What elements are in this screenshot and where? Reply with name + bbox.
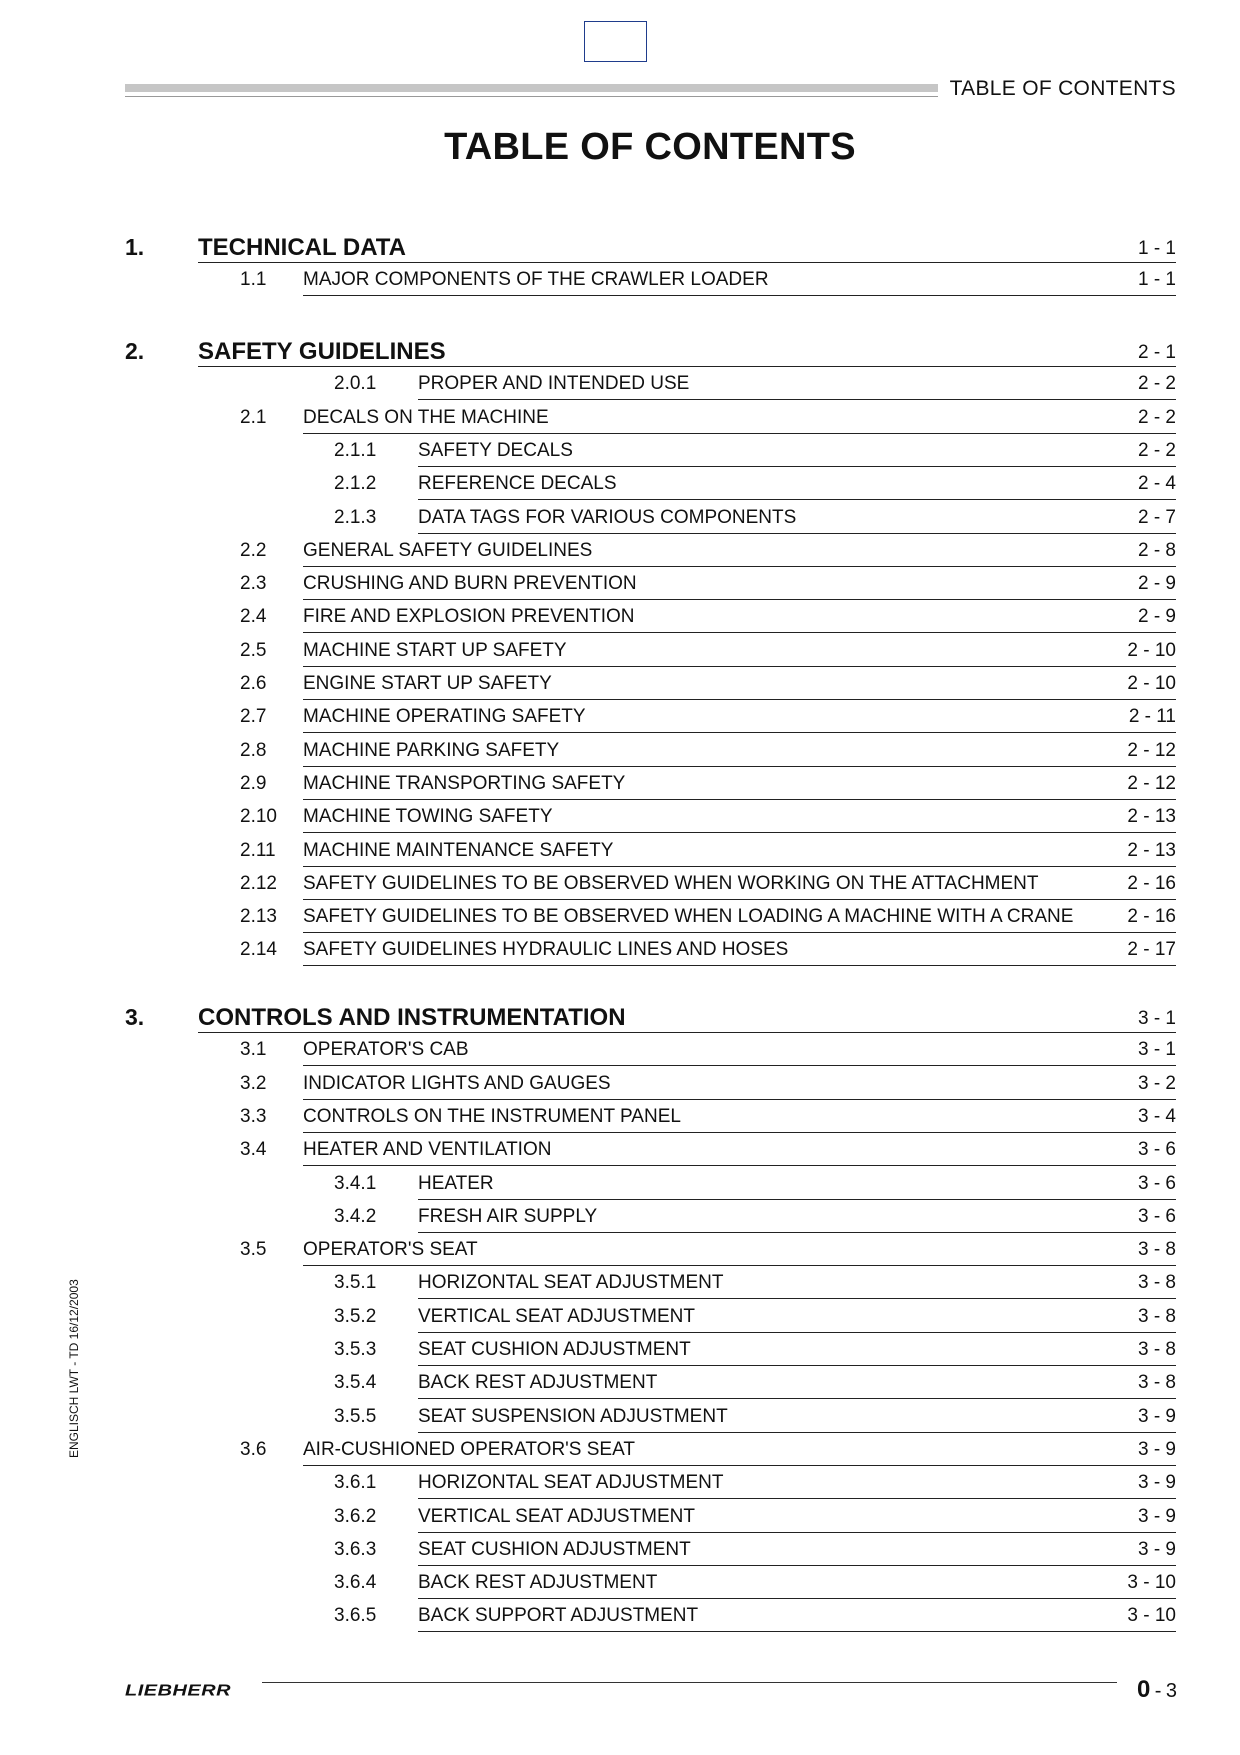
entry-page: 1 - 1 xyxy=(1137,269,1176,291)
entry-number: 3.6.1 xyxy=(334,1472,377,1494)
entry-title: SEAT SUSPENSION ADJUSTMENT xyxy=(418,1405,728,1427)
entry-number: 3.5.3 xyxy=(334,1339,377,1360)
entry-title: GENERAL SAFETY GUIDELINES xyxy=(303,539,593,561)
entry-page: 3 - 9 xyxy=(1137,1538,1176,1560)
footer-rule xyxy=(262,1682,1117,1683)
entry-title: ENGINE START UP SAFETY xyxy=(303,673,552,694)
entry-number: 2.1.1 xyxy=(334,439,377,461)
toc-entry xyxy=(0,1300,1240,1333)
entry-title: SAFETY GUIDELINES TO BE OBSERVED WHEN LOADING A MACHINE WITH A CRANE xyxy=(303,906,1074,928)
entry-title: REFERENCE DECALS xyxy=(418,473,617,495)
entry-number: 2.4 xyxy=(240,606,267,628)
entry-number: 2.11 xyxy=(240,839,276,861)
toc-entry xyxy=(0,933,1240,966)
entry-page: 3 - 9 xyxy=(1137,1438,1176,1460)
entry-title: OPERATOR'S CAB xyxy=(303,1039,469,1061)
entry-number: 2.1 xyxy=(240,406,267,428)
entry-number: 3.6.4 xyxy=(334,1572,377,1594)
entry-number: 3.2 xyxy=(240,1072,267,1094)
entry-page: 2 - 13 xyxy=(1127,806,1176,828)
entry-title: MACHINE PARKING SAFETY xyxy=(303,739,560,761)
entry-title: CONTROLS ON THE INSTRUMENT PANEL xyxy=(303,1105,681,1127)
entry-title: BACK SUPPORT ADJUSTMENT xyxy=(418,1605,699,1627)
entry-title: MACHINE TOWING SAFETY xyxy=(303,806,553,828)
entry-page: 3 - 6 xyxy=(1137,1139,1176,1161)
entry-title: FIRE AND EXPLOSION PREVENTION xyxy=(303,606,635,628)
entry-number: 3.6.5 xyxy=(334,1605,377,1627)
page-index: 3 xyxy=(1165,1680,1177,1702)
entry-number: 3.1 xyxy=(240,1039,267,1061)
toc-entry xyxy=(0,1466,1240,1499)
entry-page: 2 - 2 xyxy=(1137,373,1176,395)
entry-number: 1.1 xyxy=(240,269,267,291)
entry-number: 3. xyxy=(125,1004,145,1030)
entry-number: 2.8 xyxy=(240,739,267,761)
toc-entry xyxy=(0,1266,1240,1299)
entry-page: 2 - 4 xyxy=(1137,473,1176,495)
entry-number: 3.3 xyxy=(240,1105,267,1127)
entry-number: 3.5.4 xyxy=(334,1372,377,1394)
toc-entry xyxy=(0,1033,1240,1066)
entry-page: 2 - 10 xyxy=(1127,673,1176,694)
page-title: TABLE OF CONTENTS xyxy=(444,126,856,168)
entry-title: HEATER xyxy=(418,1172,494,1194)
entry-underline xyxy=(303,965,1176,966)
toc-entry xyxy=(0,467,1240,500)
entry-title: SAFETY GUIDELINES HYDRAULIC LINES AND HOSES xyxy=(303,939,789,961)
entry-underline xyxy=(303,295,1176,296)
entry-number: 2.9 xyxy=(240,772,267,794)
entry-page: 3 - 10 xyxy=(1127,1605,1176,1627)
entry-page: 2 - 17 xyxy=(1127,939,1176,961)
toc-entry xyxy=(0,534,1240,567)
entry-page: 2 - 2 xyxy=(1137,406,1176,428)
toc-entry xyxy=(0,1333,1240,1366)
toc-entry xyxy=(0,767,1240,800)
entry-number: 2.3 xyxy=(240,573,267,595)
entry-title: HORIZONTAL SEAT ADJUSTMENT xyxy=(418,1472,724,1494)
toc-entry xyxy=(0,600,1240,633)
toc-entry xyxy=(0,1167,1240,1200)
entry-page: 2 - 8 xyxy=(1137,539,1176,561)
entry-title: BACK REST ADJUSTMENT xyxy=(418,1372,658,1394)
entry-number: 2.12 xyxy=(240,872,277,894)
entry-title: MACHINE MAINTENANCE SAFETY xyxy=(303,839,614,861)
entry-title: SAFETY DECALS xyxy=(418,439,573,461)
entry-page: 3 - 10 xyxy=(1127,1572,1176,1594)
toc-entry xyxy=(0,501,1240,534)
liebherr-logo xyxy=(125,1680,257,1698)
toc-entry xyxy=(0,401,1240,434)
entry-title: MAJOR COMPONENTS OF THE CRAWLER LOADER xyxy=(303,269,769,291)
toc-entry xyxy=(0,367,1240,400)
entry-title: INDICATOR LIGHTS AND GAUGES xyxy=(303,1072,611,1094)
toc-entry xyxy=(0,1100,1240,1133)
entry-page: 3 - 6 xyxy=(1137,1205,1176,1227)
entry-underline xyxy=(418,1631,1176,1632)
entry-number: 3.6 xyxy=(240,1438,267,1460)
toc-entry xyxy=(0,567,1240,600)
toc-entry xyxy=(0,263,1240,296)
entry-number: 3.4.2 xyxy=(334,1205,377,1227)
entry-number: 2. xyxy=(125,338,145,364)
toc-entry xyxy=(0,1233,1240,1266)
entry-title: TECHNICAL DATA xyxy=(198,234,406,261)
entry-title: PROPER AND INTENDED USE xyxy=(418,373,690,395)
entry-page: 3 - 4 xyxy=(1137,1105,1176,1127)
entry-number: 3.4.1 xyxy=(334,1172,377,1194)
entry-page: 2 - 10 xyxy=(1127,639,1176,661)
entry-title: AIR-CUSHIONED OPERATOR'S SEAT xyxy=(303,1438,635,1460)
page-separator: - xyxy=(1154,1680,1162,1702)
entry-page: 3 - 8 xyxy=(1137,1339,1176,1360)
entry-page: 3 - 6 xyxy=(1137,1172,1176,1194)
toc-entry xyxy=(0,1200,1240,1233)
toc-section-heading xyxy=(0,230,1240,263)
entry-number: 1. xyxy=(125,234,145,260)
entry-title: CRUSHING AND BURN PREVENTION xyxy=(303,573,637,595)
entry-page: 3 - 8 xyxy=(1137,1305,1176,1327)
entry-title: HORIZONTAL SEAT ADJUSTMENT xyxy=(418,1272,724,1294)
toc-section-heading xyxy=(0,1000,1240,1033)
entry-page: 2 - 11 xyxy=(1128,706,1176,728)
entry-page: 3 - 8 xyxy=(1137,1372,1176,1394)
entry-title: VERTICAL SEAT ADJUSTMENT xyxy=(418,1305,695,1327)
toc-entry xyxy=(0,900,1240,933)
entry-number: 2.1.3 xyxy=(334,506,377,528)
toc-entry xyxy=(0,700,1240,733)
svg-text:LIEBHERR: LIEBHERR xyxy=(125,1681,232,1698)
entry-number: 3.6.2 xyxy=(334,1505,377,1527)
toc-entry xyxy=(0,1566,1240,1599)
entry-title: BACK REST ADJUSTMENT xyxy=(418,1572,658,1594)
entry-title: SAFETY GUIDELINES TO BE OBSERVED WHEN WORKING ON THE ATTACHMENT xyxy=(303,872,1039,894)
toc-entry xyxy=(0,667,1240,700)
entry-page: 2 - 1 xyxy=(1137,342,1176,363)
toc-entry xyxy=(0,834,1240,867)
entry-number: 3.4 xyxy=(240,1139,267,1161)
toc-entry xyxy=(0,1133,1240,1166)
entry-page: 3 - 8 xyxy=(1137,1272,1176,1294)
toc-entry xyxy=(0,1599,1240,1632)
entry-title: MACHINE OPERATING SAFETY xyxy=(303,706,586,728)
entry-page: 2 - 9 xyxy=(1137,573,1176,595)
entry-title: SEAT CUSHION ADJUSTMENT xyxy=(418,1339,691,1360)
entry-page: 2 - 16 xyxy=(1127,872,1176,894)
entry-number: 2.7 xyxy=(240,706,267,728)
entry-number: 2.0.1 xyxy=(334,373,377,395)
entry-title: MACHINE START UP SAFETY xyxy=(303,639,567,661)
entry-number: 2.5 xyxy=(240,639,267,661)
page-number xyxy=(1127,1676,1177,1704)
toc-entry xyxy=(0,1366,1240,1399)
entry-page: 3 - 1 xyxy=(1137,1039,1176,1061)
toc-section-heading xyxy=(0,334,1240,367)
entry-page: 3 - 9 xyxy=(1137,1405,1176,1427)
entry-title: FRESH AIR SUPPLY xyxy=(418,1205,598,1227)
toc-entry xyxy=(0,1400,1240,1433)
entry-title: VERTICAL SEAT ADJUSTMENT xyxy=(418,1505,695,1527)
toc-entry xyxy=(0,1433,1240,1466)
entry-title: DATA TAGS FOR VARIOUS COMPONENTS xyxy=(418,506,797,528)
entry-title: OPERATOR'S SEAT xyxy=(303,1239,478,1261)
entry-page: 3 - 8 xyxy=(1137,1239,1176,1261)
entry-number: 2.13 xyxy=(240,906,277,928)
entry-number: 2.10 xyxy=(240,806,277,828)
toc-entry xyxy=(0,434,1240,467)
entry-number: 2.14 xyxy=(240,939,277,961)
toc-entry xyxy=(0,1533,1240,1566)
entry-title: MACHINE TRANSPORTING SAFETY xyxy=(303,772,626,794)
entry-number: 3.5.2 xyxy=(334,1305,377,1327)
entry-page: 2 - 16 xyxy=(1127,906,1176,928)
entry-number: 3.5.1 xyxy=(334,1272,377,1294)
entry-page: 3 - 9 xyxy=(1137,1505,1176,1527)
entry-number: 3.5.5 xyxy=(334,1405,377,1427)
entry-title: SAFETY GUIDELINES xyxy=(198,338,446,365)
entry-title: DECALS ON THE MACHINE xyxy=(303,406,549,428)
entry-page: 3 - 2 xyxy=(1137,1072,1176,1094)
entry-number: 2.1.2 xyxy=(334,473,377,495)
entry-page: 2 - 9 xyxy=(1137,606,1176,628)
entry-number: 3.5 xyxy=(240,1239,267,1261)
toc-entry xyxy=(0,1067,1240,1100)
entry-page: 2 - 13 xyxy=(1127,839,1176,861)
entry-page: 2 - 7 xyxy=(1137,506,1176,528)
toc-entry xyxy=(0,800,1240,833)
entry-title: SEAT CUSHION ADJUSTMENT xyxy=(418,1538,691,1560)
entry-title: HEATER AND VENTILATION xyxy=(303,1139,552,1161)
entry-title: CONTROLS AND INSTRUMENTATION xyxy=(198,1004,626,1031)
entry-page: 2 - 12 xyxy=(1127,772,1176,794)
toc-entry xyxy=(0,867,1240,900)
toc-entry xyxy=(0,634,1240,667)
entry-number: 3.6.3 xyxy=(334,1538,377,1560)
running-header: TABLE OF CONTENTS xyxy=(949,77,1176,100)
document-reference-note: ENGLISCH LWT - TD 16/12/2003 xyxy=(67,1279,81,1458)
entry-page: 2 - 2 xyxy=(1137,439,1176,461)
entry-page: 1 - 1 xyxy=(1137,238,1176,259)
toc-entry xyxy=(0,734,1240,767)
page-chapter: 0 xyxy=(1136,1676,1151,1703)
entry-number: 2.2 xyxy=(240,539,267,561)
toc-entry xyxy=(0,1500,1240,1533)
entry-number: 2.6 xyxy=(240,673,267,694)
entry-page: 3 - 9 xyxy=(1137,1472,1176,1494)
entry-page: 3 - 1 xyxy=(1137,1008,1176,1029)
entry-page: 2 - 12 xyxy=(1127,739,1176,761)
